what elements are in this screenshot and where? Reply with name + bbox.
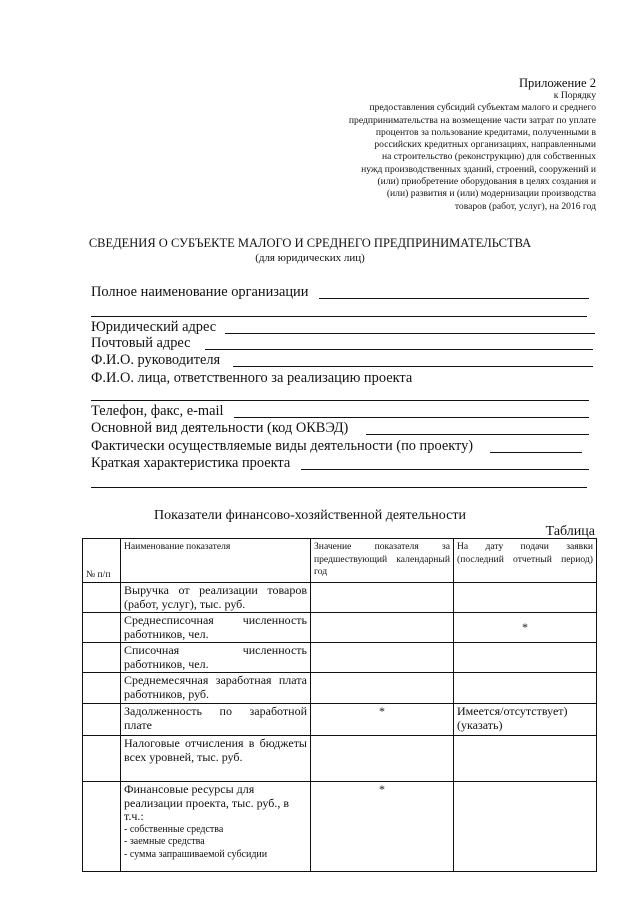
legal-address-label: Юридический адрес xyxy=(91,319,217,335)
header-name: Наименование показателя xyxy=(121,539,311,583)
appendix-line: на строительство (реконструкцию) для собственных xyxy=(382,151,596,163)
header-on-date: На дату подачи заявки (последний отчетный период) xyxy=(454,539,597,583)
row-num-cell[interactable] xyxy=(83,782,121,872)
row-prev-cell[interactable] xyxy=(311,673,454,704)
row-now-cell[interactable] xyxy=(454,643,597,673)
contacts-field[interactable] xyxy=(91,402,591,420)
table-row xyxy=(83,673,597,704)
row-prev-cell[interactable] xyxy=(311,583,454,613)
appendix-line: к Порядку xyxy=(553,90,596,101)
row-num-cell[interactable] xyxy=(83,704,121,736)
okved-label: Основной вид деятельности (код ОКВЭД) xyxy=(91,420,349,436)
contacts-underline[interactable] xyxy=(234,417,589,418)
appendix-line: товаров (работ, услуг), на 2016 год xyxy=(454,200,596,212)
table-caption: Таблица xyxy=(545,524,595,539)
activities-label: Фактически осуществляемые виды деятельности (по проекту) xyxy=(91,438,474,454)
row-name: Среднесписочная численность работников, чел. xyxy=(121,613,311,643)
row-num-cell[interactable] xyxy=(83,613,121,643)
table-row xyxy=(83,704,597,736)
row-name: Выручка от реализации товаров (работ, услуг), тыс. руб. xyxy=(121,583,311,613)
row-num-cell[interactable] xyxy=(83,643,121,673)
full-name-continuation-line[interactable] xyxy=(91,316,587,317)
project-summary-line[interactable] xyxy=(91,487,587,488)
full-name-label: Полное наименование организации xyxy=(91,284,309,300)
appendix-heading: Приложение 2 xyxy=(518,76,596,90)
row-num-cell[interactable] xyxy=(83,736,121,782)
appendix-note xyxy=(296,76,596,213)
full-name-field[interactable] xyxy=(91,283,591,301)
appendix-line: (или) приобретение оборудования в целях создания и xyxy=(377,176,596,188)
director-field[interactable] xyxy=(91,351,591,369)
row-now-cell[interactable] xyxy=(454,673,597,704)
appendix-line: нужд производственных зданий, строений, сооружений и xyxy=(361,163,596,175)
row-name: Среднемесячная заработная плата работников, руб. xyxy=(121,673,311,704)
section-title: Показатели финансово-хозяйственной деятельности xyxy=(154,508,466,523)
table-row xyxy=(83,736,597,782)
row-prev-cell[interactable]: * xyxy=(311,704,454,736)
activities-field[interactable] xyxy=(91,437,591,455)
row-name: Налоговые отчисления в бюджеты всех уровней, тыс. руб. xyxy=(121,736,311,782)
okved-field[interactable] xyxy=(91,419,591,437)
row-prev-cell[interactable]: * xyxy=(311,782,454,872)
row-now-cell[interactable] xyxy=(454,782,597,872)
row-prev-cell[interactable] xyxy=(311,613,454,643)
row-name-cell xyxy=(121,782,311,872)
table-row xyxy=(83,613,597,643)
postal-address-label: Почтовый адрес xyxy=(91,335,191,351)
appendix-line: процентов за пользование кредитами, полученными в xyxy=(375,126,596,138)
contacts-label: Телефон, факс, e-mail xyxy=(91,403,224,419)
row-now-cell[interactable] xyxy=(454,583,597,613)
row-now-cell[interactable] xyxy=(454,736,597,782)
postal-address-field[interactable] xyxy=(91,334,591,352)
header-prev-year: Значение показателя за предшествующий календарный год xyxy=(311,539,454,583)
row-name: Списочная численность работников, чел. xyxy=(121,643,311,673)
row-prev-cell[interactable] xyxy=(311,643,454,673)
subitem-own-funds: - собственные средства xyxy=(124,823,224,835)
responsible-label: Ф.И.О. лица, ответственного за реализацию проекта xyxy=(91,370,413,386)
project-summary-underline[interactable] xyxy=(301,469,589,470)
header-num: № п/п xyxy=(83,539,121,583)
table-row xyxy=(83,643,597,673)
director-underline[interactable] xyxy=(233,366,593,367)
responsible-field[interactable] xyxy=(91,369,591,387)
appendix-line: (или) развития и (или) модернизации производства xyxy=(386,188,596,200)
row-name: Финансовые ресурсы для реализации проекта, тыс. руб., в т.ч.: xyxy=(124,782,290,823)
table-row xyxy=(83,782,597,872)
director-label: Ф.И.О. руководителя xyxy=(91,352,221,368)
table-header-row xyxy=(83,539,597,583)
document-subtitle: (для юридических лиц) xyxy=(255,252,365,264)
row-now-cell[interactable]: * xyxy=(454,613,597,643)
table-row xyxy=(83,583,597,613)
activities-underline[interactable] xyxy=(490,452,582,453)
postal-address-underline[interactable] xyxy=(205,349,593,350)
okved-underline[interactable] xyxy=(366,434,589,435)
row-name: Задолженность по заработной плате xyxy=(121,704,311,736)
appendix-line: предпринимательства на возмещение части затрат по уплате xyxy=(348,114,596,126)
row-num-cell[interactable] xyxy=(83,583,121,613)
row-prev-cell[interactable] xyxy=(311,736,454,782)
subitem-borrowed-funds: - заемные средства xyxy=(124,836,205,847)
document-title: СВЕДЕНИЯ О СУБЪЕКТЕ МАЛОГО И СРЕДНЕГО ПРЕДПРИНИМАТЕЛЬСТВА xyxy=(88,236,532,250)
full-name-underline[interactable] xyxy=(319,298,589,299)
row-now-cell[interactable]: Имеется/отсутствует) (указать) xyxy=(454,704,597,736)
subitem-requested-subsidy: - сумма запрашиваемой субсидии xyxy=(124,848,268,860)
project-summary-field[interactable] xyxy=(91,454,591,472)
row-num-cell[interactable] xyxy=(83,673,121,704)
appendix-line: российских кредитных организациях, направленными xyxy=(374,139,596,151)
indicators-table xyxy=(82,538,597,872)
responsible-line[interactable] xyxy=(91,400,589,401)
appendix-line: предоставления субсидий субъектам малого и среднего xyxy=(369,102,596,114)
project-summary-label: Краткая характеристика проекта xyxy=(91,455,291,471)
